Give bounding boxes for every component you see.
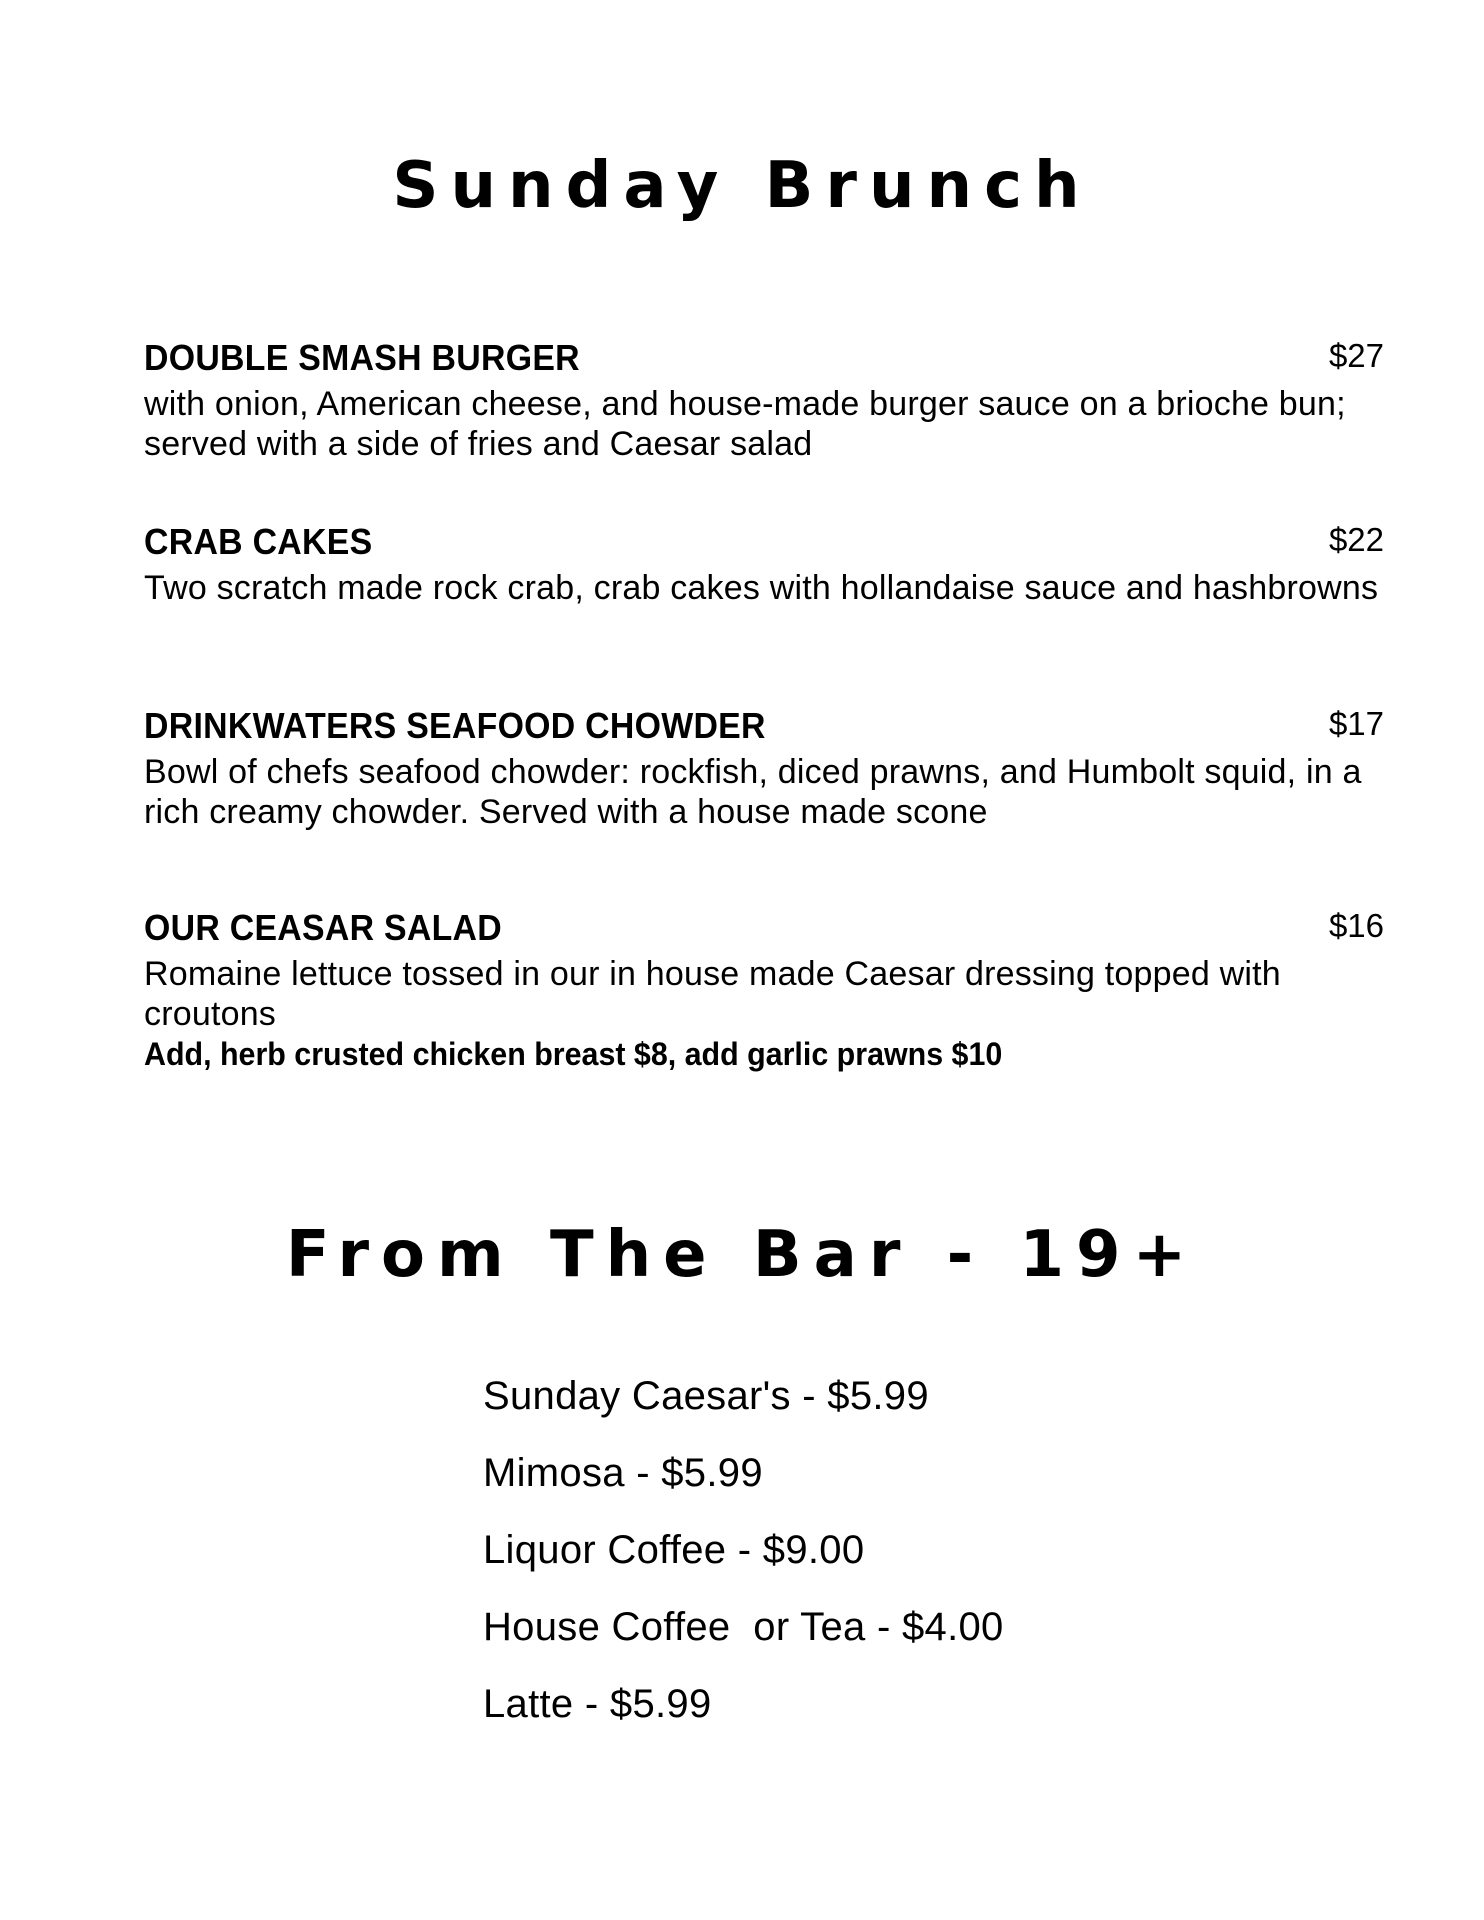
menu-item-price: $16 xyxy=(1328,907,1384,944)
bar-list xyxy=(483,1370,1004,1755)
bar-item: Sunday Caesar's - $5.99 xyxy=(483,1374,929,1418)
bar-title: From The Bar - 19+ xyxy=(285,1218,1199,1292)
menu-item-price: $22 xyxy=(1328,521,1384,558)
bar-item: Liquor Coffee - $9.00 xyxy=(483,1528,865,1572)
brunch-title: Sunday Brunch xyxy=(392,149,1092,223)
menu-item-description: Bowl of chefs seafood chowder: rockfish, diced prawns, and Humbolt squid, in a rich creamy chowder. Served with a house made scone xyxy=(144,753,1362,831)
bar-item: House Coffee or Tea - $4.00 xyxy=(483,1605,1004,1649)
menu-item-name: DRINKWATERS SEAFOOD CHOWDER xyxy=(144,705,766,746)
menu-item-price: $17 xyxy=(1328,705,1384,742)
menu-item-description: with onion, American cheese, and house-made burger sauce on a brioche bun; served with a side of fries and Caesar salad xyxy=(144,385,1346,463)
menu-item-name: OUR CEASAR SALAD xyxy=(144,907,502,948)
menu-item-description: Two scratch made rock crab, crab cakes with hollandaise sauce and hashbrowns xyxy=(144,569,1379,607)
menu-item-name: DOUBLE SMASH BURGER xyxy=(144,337,580,378)
menu-item-addon: Add, herb crusted chicken breast $8, add garlic prawns $10 xyxy=(144,1036,1003,1072)
menu-item-name: CRAB CAKES xyxy=(144,521,373,562)
menu-item-description: Romaine lettuce tossed in our in house made Caesar dressing topped with croutons xyxy=(144,955,1281,1033)
menu-item-price: $27 xyxy=(1328,337,1384,374)
bar-item: Latte - $5.99 xyxy=(483,1682,712,1726)
bar-item: Mimosa - $5.99 xyxy=(483,1451,763,1495)
